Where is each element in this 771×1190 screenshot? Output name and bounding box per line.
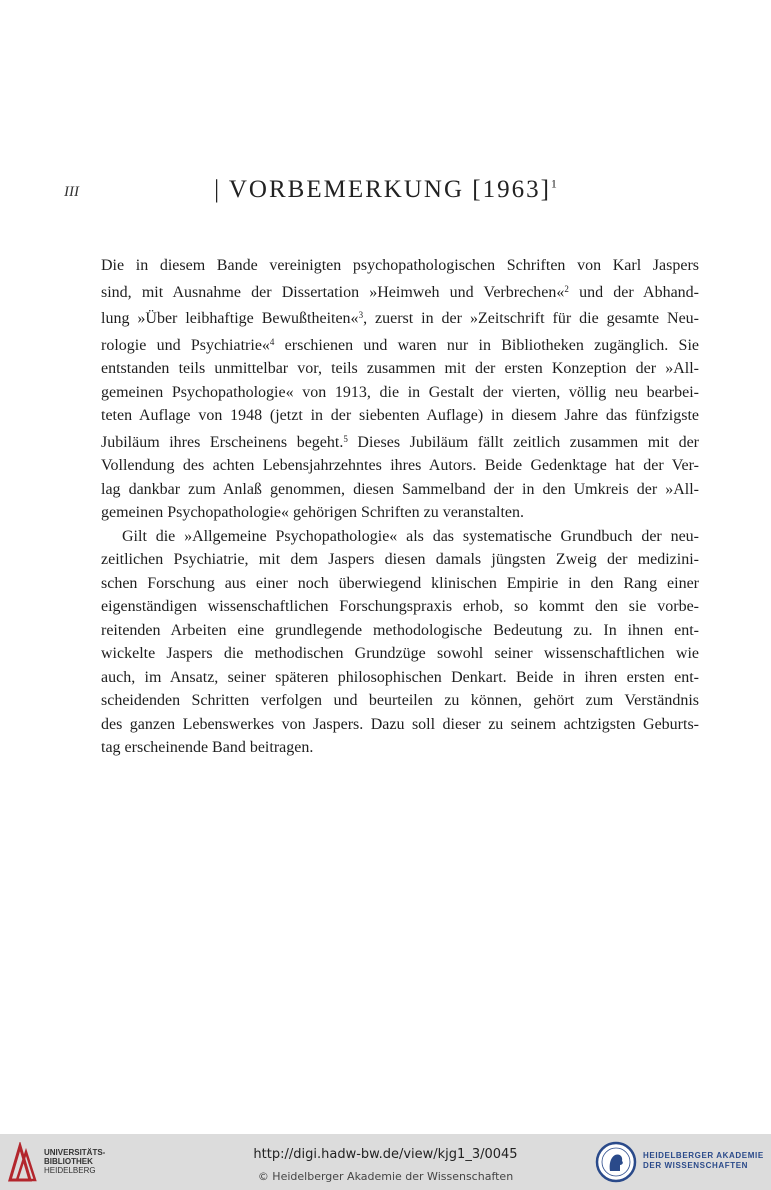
text-line <box>101 713 699 737</box>
text-segment: auch, im Ansatz, seiner späteren philosophischen Denkart. Beide in ihren ersten ent- <box>101 668 699 686</box>
footnote-ref: 2 <box>564 283 569 294</box>
text-line <box>101 254 699 278</box>
academy-name <box>643 1151 764 1171</box>
text-segment: Jubiläum ihres Erscheinens begeht. <box>101 433 344 451</box>
page-title-text: | VORBEMERKUNG [1963] <box>214 176 551 203</box>
text-line <box>101 572 699 596</box>
text-segment: zeitlichen Psychiatrie, mit dem Jaspers diesen damals jüngsten Zweig der medizini- <box>101 551 699 568</box>
library-name-line: UNIVERSITÄTS- <box>44 1148 106 1157</box>
text-line <box>101 619 699 643</box>
footnote-ref: 3 <box>358 310 364 320</box>
academy-seal-icon[interactable] <box>595 1141 637 1183</box>
text-segment: Vollendung des achten Lebensjahrzehntes ihres Autors. Beide Gedenktage hat der Ver- <box>101 457 699 474</box>
text-line <box>101 689 699 713</box>
footnote-ref: 5 <box>343 433 348 444</box>
library-name-line: BIBLIOTHEK <box>44 1157 93 1166</box>
footer-bar <box>0 1134 771 1190</box>
copyright-notice: © Heidelberger Akademie der Wissenschaften <box>257 1170 514 1183</box>
text-segment: Gilt die »Allgemeine Psychopathologie« als das systematische Grundbuch der neu- <box>122 527 699 545</box>
text-line <box>101 501 699 525</box>
text-line <box>101 642 699 666</box>
text-segment: Die in diesem Bande vereinigten psychopathologischen Schriften von Karl Jaspers <box>101 257 699 274</box>
academy-name-line: DER WISSENSCHAFTEN <box>643 1161 749 1170</box>
library-name-line: HEIDELBERG <box>44 1166 96 1175</box>
text-line <box>101 548 699 572</box>
text-line <box>101 736 699 760</box>
text-line <box>101 357 699 381</box>
title-footnote-ref: 1 <box>550 176 557 191</box>
text-line <box>101 428 699 455</box>
text-segment: gemeinen Psychopathologie« von 1913, die in Gestalt der vierten, völlig neu bearbei- <box>101 383 699 401</box>
paragraph <box>101 525 699 760</box>
text-line <box>101 278 699 305</box>
text-line <box>101 404 699 428</box>
text-segment: , zuerst in der »Zeitschrift für die gesamte Neu- <box>363 310 699 327</box>
page-marker: III <box>64 184 79 200</box>
text-segment: sind, mit Ausnahme der Dissertation »Heimweh und Verbrechen« <box>101 283 565 301</box>
text-segment: scheidenden Schritten verfolgen und beurteilen zu können, gehört zum Verständnis <box>101 692 699 709</box>
source-url-link[interactable]: http://digi.hadw-bw.de/view/kjg1_3/0045 <box>253 1147 518 1162</box>
text-line <box>101 595 699 619</box>
text-segment: rologie und Psychiatrie« <box>101 336 270 354</box>
text-segment: des ganzen Lebenswerkes von Jaspers. Dazu soll dieser zu seinem achtzigsten Geburts- <box>101 715 699 733</box>
text-line <box>101 478 699 502</box>
body-text <box>101 254 699 760</box>
text-segment: teten Auflage von 1948 (jetzt in der siebenten Auflage) in diesem Jahre das fünfzigste <box>101 407 699 424</box>
text-line <box>101 454 699 478</box>
page-title <box>0 176 771 204</box>
text-segment: Dieses Jubiläum fällt zeitlich zusammen mit der <box>347 433 700 451</box>
text-segment: lung »Über leibhaftige Bewußtheiten« <box>101 310 359 327</box>
text-segment: entstanden teils unmittelbar vor, teils zusammen mit der ersten Konzeption der »All- <box>101 360 699 377</box>
text-segment: wickelte Jaspers die methodischen Grundzüge sowohl seiner wissenschaftlichen wie <box>101 645 699 662</box>
text-segment: und der Abhand- <box>568 283 700 301</box>
footnote-ref: 4 <box>269 336 275 347</box>
text-line <box>101 525 699 549</box>
text-line <box>101 666 699 690</box>
text-segment: lag dankbar zum Anlaß genommen, diesen Sammelband der in den Umkreis der »All- <box>101 480 699 498</box>
paragraph <box>101 254 699 525</box>
text-segment: reitenden Arbeiten eine grundlegende methodologische Bedeutung zu. In ihnen ent- <box>101 621 699 639</box>
text-segment: schen Forschung aus einer noch überwiegend klinischen Empirie in den Rang einer <box>101 574 699 592</box>
text-segment: gemeinen Psychopathologie« gehörigen Schriften zu veranstalten. <box>101 504 524 521</box>
text-segment: tag erscheinende Band beitragen. <box>101 739 314 756</box>
text-segment: erschienen und waren nur in Bibliotheken zugänglich. Sie <box>274 336 699 354</box>
text-segment: eigenständigen wissenschaftlichen Forschungspraxis erhob, so kommt den sie vorbe- <box>101 598 699 615</box>
academy-name-line: HEIDELBERGER AKADEMIE <box>643 1151 764 1160</box>
text-line <box>101 304 699 331</box>
text-line <box>101 331 699 358</box>
text-line <box>101 381 699 405</box>
